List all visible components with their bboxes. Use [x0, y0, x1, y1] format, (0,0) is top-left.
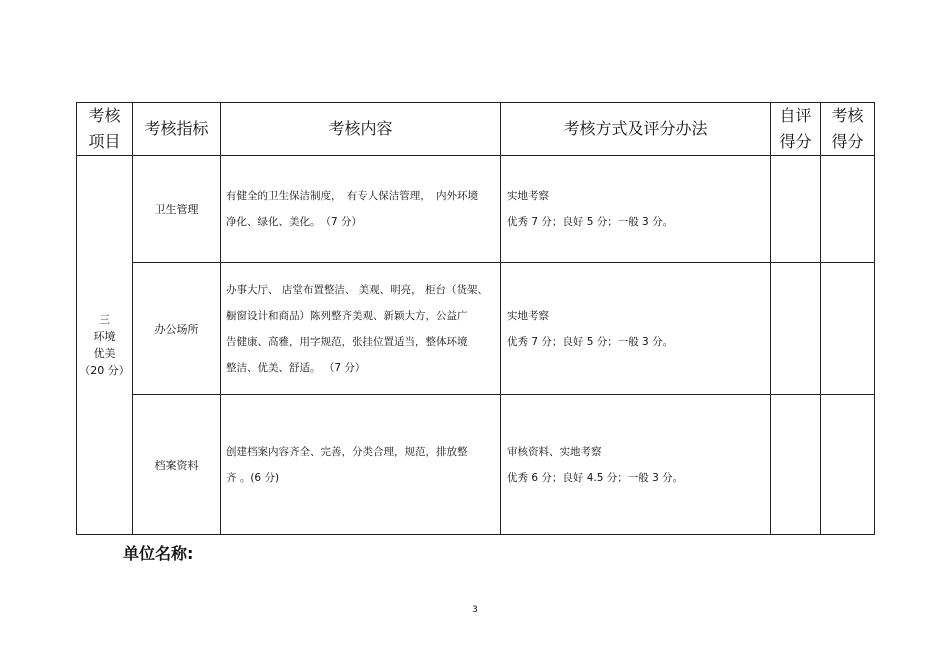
method-cell: 实地考察 优秀 7 分；良好 5 分；一般 3 分。 — [501, 263, 771, 395]
eval-score-cell[interactable] — [821, 395, 875, 535]
method-cell: 实地考察 优秀 7 分；良好 5 分；一般 3 分。 — [501, 156, 771, 263]
indicator-cell: 办公场所 — [133, 263, 221, 395]
table-row — [77, 395, 875, 535]
self-score-cell[interactable] — [771, 156, 821, 263]
table-row — [77, 263, 875, 395]
self-score-cell[interactable] — [771, 263, 821, 395]
header-eval-score: 考核 得分 — [821, 103, 875, 156]
header-content: 考核内容 — [221, 103, 501, 156]
unit-name-label: 单位名称: — [123, 544, 194, 563]
method-cell: 审核资料、实地考察 优秀 6 分；良好 4.5 分；一般 3 分。 — [501, 395, 771, 535]
header-project: 考核 项目 — [77, 103, 133, 156]
content-cell: 办事大厅、 店堂布置整洁、 美观、明亮， 柜台（货架、 橱窗设计和商品）陈列整齐美观、新颖大方，公益广 告健康、高雅，用字规范，张挂位置适当，整体环境 整洁、优美、舒适。 （7 分） — [221, 263, 501, 395]
evaluation-table — [76, 102, 875, 535]
indicator-cell: 卫生管理 — [133, 156, 221, 263]
header-indicator: 考核指标 — [133, 103, 221, 156]
eval-score-cell[interactable] — [821, 156, 875, 263]
indicator-cell: 档案资料 — [133, 395, 221, 535]
project-cell: 三 环境 优美 （20 分） — [77, 156, 133, 535]
content-cell: 创建档案内容齐全、完善，分类合理，规范，排放整 齐 。(6 分) — [221, 395, 501, 535]
header-row — [77, 103, 875, 156]
header-method: 考核方式及评分办法 — [501, 103, 771, 156]
content-cell: 有健全的卫生保洁制度， 有专人保洁管理， 内外环境 净化、绿化、美化。 （7 分） — [221, 156, 501, 263]
header-self-score: 自评 得分 — [771, 103, 821, 156]
self-score-cell[interactable] — [771, 395, 821, 535]
page-number: 3 — [472, 605, 478, 615]
table-row — [77, 156, 875, 263]
eval-score-cell[interactable] — [821, 263, 875, 395]
